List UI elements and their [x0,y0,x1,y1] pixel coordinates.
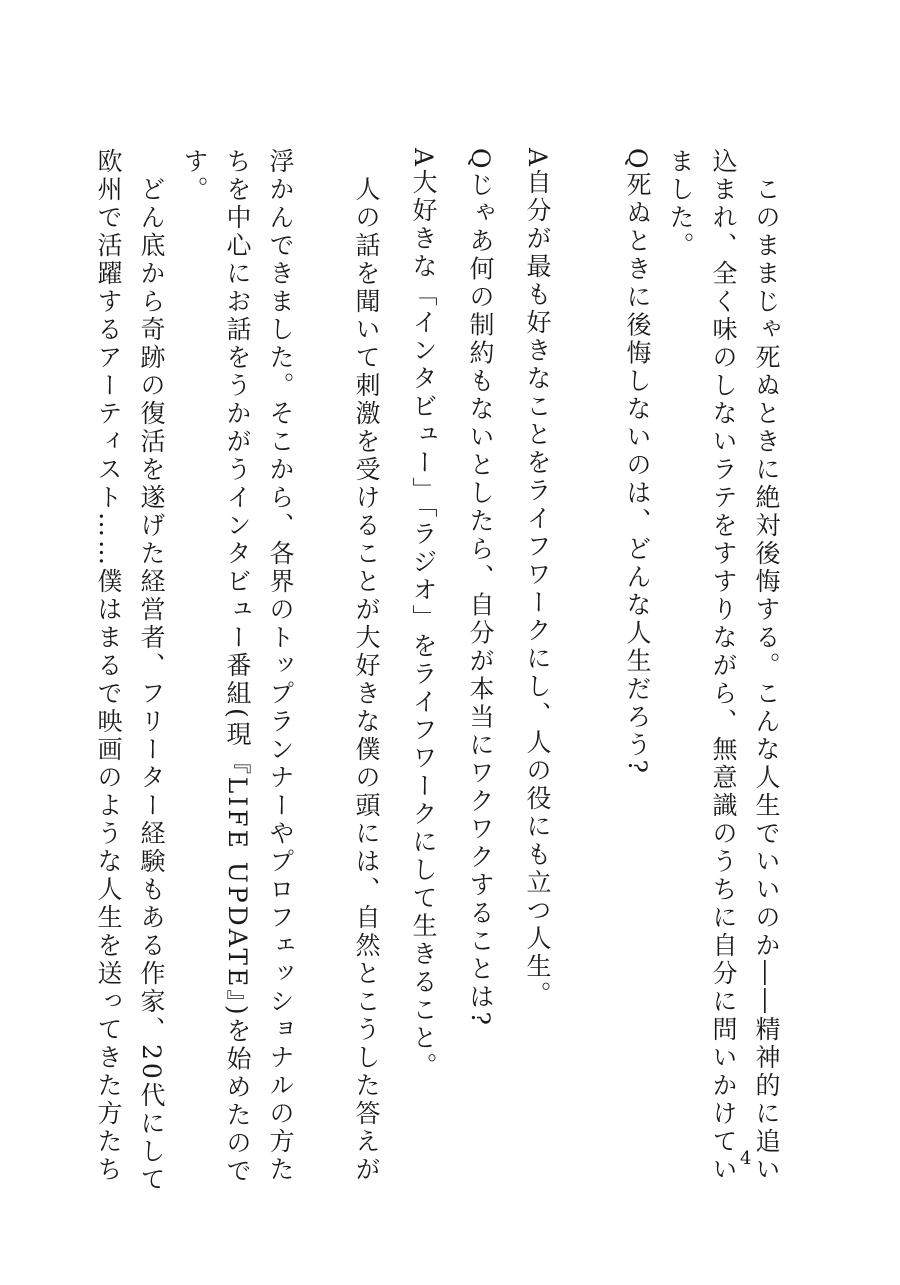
question-line [602,148,659,1053]
paragraph-line: どん底から奇跡の復活を遂げた経営者、フリーター経験もある作家、20代にして [137,176,166,1194]
question-text: 死ぬときに後悔しないのは、どんな人生だろう? [623,171,652,776]
paragraph-line: す。 [180,148,209,204]
paragraph-line: ちを中心にお話をうかがうインタビュー番組(現『LIFE UPDATE』)を始めたので [223,148,252,1186]
question-mark-label: Q [466,148,495,172]
question-text: じゃあ何の制約もないとしたら、自分が本当にワクワクすることは? [466,171,495,1028]
vertical-text-body [87,148,788,1194]
paragraph-line: 浮かんできました。そこから、各界のトップランナーやプロフェッショナルの方た [266,148,295,1184]
answer-line [502,148,559,1053]
paragraph-line: 欧州で活躍するアーティスト……僕はまるで映画のような人生を送ってきた方たち [94,148,123,1184]
answer-mark-label: A [409,148,438,170]
paragraph-line: 込まれ、全く味のしないラテをすすりながら、無意識のうちに自分に問いかけてい [709,148,738,1184]
question-mark-label: Q [623,148,652,172]
answer-text: 自分が最も好きなことをライフワークにし、人の役にも立つ人生。 [523,169,552,1010]
question-line [445,148,502,1053]
answer-line [388,148,445,1081]
page-number: 4 [740,1148,752,1169]
answer-mark-label: A [523,148,552,170]
paragraph-line: このままじゃ死ぬときに絶対後悔する。こんな人生でいいのか――精神的に追い [752,176,781,1184]
answer-text: 大好きな「インタビュー」「ラジオ」をライフワークにして生きること。 [409,169,438,1081]
paragraph-line: 人の話を聞いて刺激を受けることが大好きな僕の頭には、自然とこうした答えが [352,176,381,1184]
paragraph-line: ました。 [666,148,695,260]
